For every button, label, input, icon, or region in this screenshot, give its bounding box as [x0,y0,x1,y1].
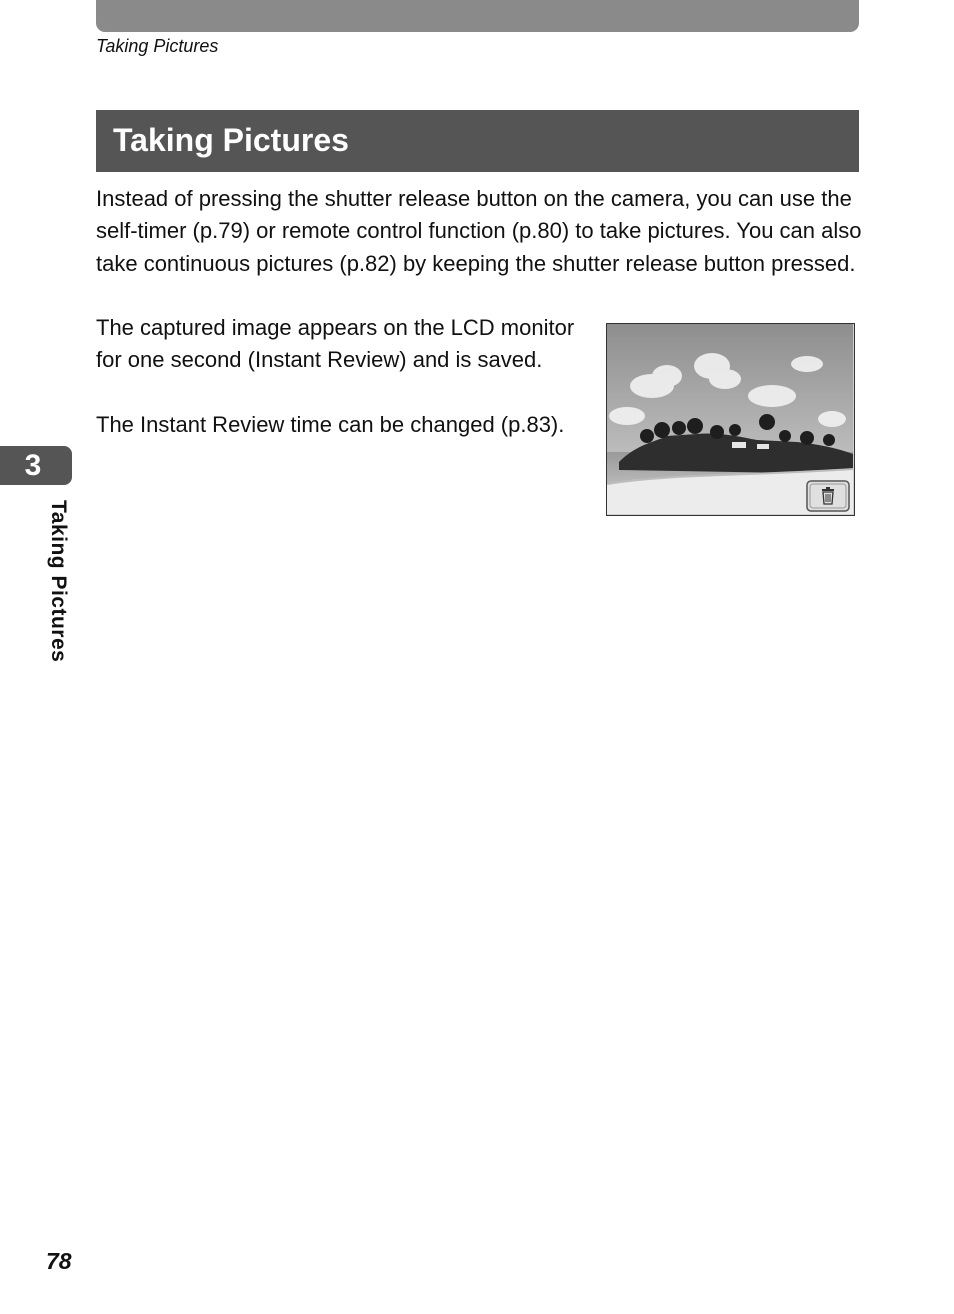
header-bar [96,0,859,32]
running-header: Taking Pictures [96,36,219,56]
page-number: 78 [46,1248,72,1274]
paragraph-review-time: The Instant Review time can be changed (p.83). [96,412,565,437]
section-title: Taking Pictures [96,110,859,172]
lcd-preview-photo [606,323,855,516]
paragraph-intro: Instead of pressing the shutter release button on the camera, you can use the self-timer (p.79) or remote control function (p.80) to take pictures. You can also take continuous pictures (p.82) by keeping the shutter release button pressed. [96,186,862,276]
chapter-side-label: Taking Pictures [47,500,70,663]
chapter-number: 3 [24,449,42,482]
paragraph-instant-review: The captured image appears on the LCD monitor for one second (Instant Review) and is saved. [96,315,575,373]
trash-icon [807,481,849,511]
